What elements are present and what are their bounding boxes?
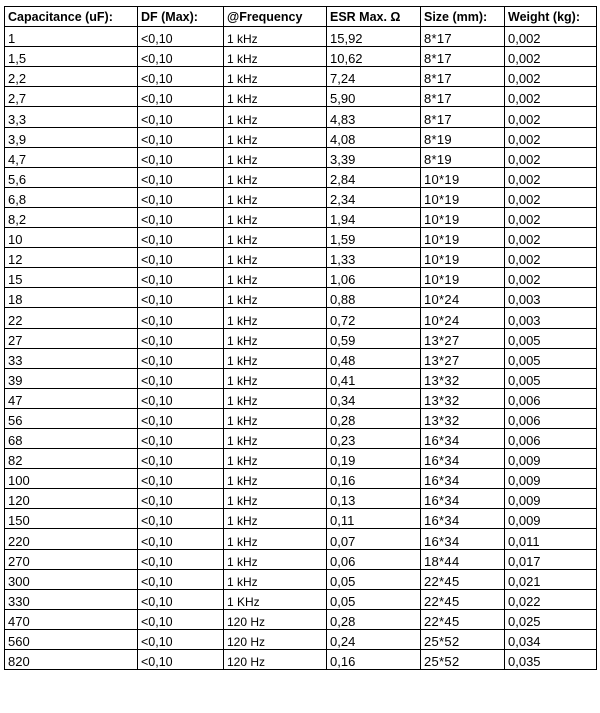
- header-df-max: DF (Max):: [138, 7, 224, 27]
- weight-cell: 0,005: [505, 328, 597, 348]
- esr-cell: 0,88: [327, 288, 421, 308]
- weight-cell: 0,002: [505, 167, 597, 187]
- table-row: [5, 27, 597, 47]
- size-cell: 18*44: [421, 549, 505, 569]
- df-cell: <0,10: [138, 650, 224, 670]
- frequency-cell: 1 KHz: [224, 589, 327, 609]
- size-cell: 13*32: [421, 368, 505, 388]
- capacitance-cell: 120: [5, 489, 138, 509]
- frequency-cell: 1 kHz: [224, 308, 327, 328]
- table-row: [5, 650, 597, 670]
- table-body: [5, 27, 597, 670]
- df-cell: <0,10: [138, 187, 224, 207]
- df-cell: <0,10: [138, 449, 224, 469]
- frequency-cell: 120 Hz: [224, 609, 327, 629]
- weight-cell: 0,009: [505, 449, 597, 469]
- esr-cell: 15,92: [327, 27, 421, 47]
- esr-cell: 0,07: [327, 529, 421, 549]
- frequency-cell: 1 kHz: [224, 529, 327, 549]
- weight-cell: 0,005: [505, 368, 597, 388]
- df-cell: <0,10: [138, 348, 224, 368]
- df-cell: <0,10: [138, 328, 224, 348]
- capacitance-cell: 27: [5, 328, 138, 348]
- table-row: [5, 629, 597, 649]
- esr-cell: 7,24: [327, 67, 421, 87]
- size-cell: 22*45: [421, 609, 505, 629]
- esr-cell: 0,16: [327, 469, 421, 489]
- esr-cell: 1,94: [327, 207, 421, 227]
- capacitance-cell: 150: [5, 509, 138, 529]
- capacitance-cell: 6,8: [5, 187, 138, 207]
- esr-cell: 0,48: [327, 348, 421, 368]
- frequency-cell: 1 kHz: [224, 47, 327, 67]
- size-cell: 8*17: [421, 107, 505, 127]
- weight-cell: 0,034: [505, 629, 597, 649]
- esr-cell: 4,08: [327, 127, 421, 147]
- table-row: [5, 609, 597, 629]
- table-row: [5, 449, 597, 469]
- size-cell: 13*27: [421, 328, 505, 348]
- df-cell: <0,10: [138, 107, 224, 127]
- df-cell: <0,10: [138, 207, 224, 227]
- weight-cell: 0,002: [505, 107, 597, 127]
- table-row: [5, 167, 597, 187]
- table-row: [5, 328, 597, 348]
- esr-cell: 0,23: [327, 428, 421, 448]
- df-cell: <0,10: [138, 629, 224, 649]
- df-cell: <0,10: [138, 529, 224, 549]
- esr-cell: 0,28: [327, 609, 421, 629]
- size-cell: 16*34: [421, 428, 505, 448]
- df-cell: <0,10: [138, 469, 224, 489]
- size-cell: 16*34: [421, 469, 505, 489]
- df-cell: <0,10: [138, 589, 224, 609]
- frequency-cell: 1 kHz: [224, 248, 327, 268]
- weight-cell: 0,002: [505, 187, 597, 207]
- frequency-cell: 1 kHz: [224, 87, 327, 107]
- capacitance-cell: 330: [5, 589, 138, 609]
- weight-cell: 0,006: [505, 388, 597, 408]
- size-cell: 10*19: [421, 187, 505, 207]
- frequency-cell: 1 kHz: [224, 127, 327, 147]
- frequency-cell: 1 kHz: [224, 147, 327, 167]
- table-row: [5, 388, 597, 408]
- esr-cell: 0,05: [327, 589, 421, 609]
- frequency-cell: 1 kHz: [224, 207, 327, 227]
- capacitance-cell: 18: [5, 288, 138, 308]
- capacitance-cell: 220: [5, 529, 138, 549]
- weight-cell: 0,002: [505, 207, 597, 227]
- capacitance-cell: 15: [5, 268, 138, 288]
- df-cell: <0,10: [138, 27, 224, 47]
- esr-cell: 0,11: [327, 509, 421, 529]
- table-row: [5, 127, 597, 147]
- df-cell: <0,10: [138, 268, 224, 288]
- esr-cell: 0,24: [327, 629, 421, 649]
- size-cell: 8*19: [421, 127, 505, 147]
- weight-cell: 0,002: [505, 67, 597, 87]
- frequency-cell: 1 kHz: [224, 428, 327, 448]
- df-cell: <0,10: [138, 167, 224, 187]
- table-row: [5, 87, 597, 107]
- df-cell: <0,10: [138, 47, 224, 67]
- size-cell: 22*45: [421, 589, 505, 609]
- esr-cell: 0,41: [327, 368, 421, 388]
- weight-cell: 0,006: [505, 428, 597, 448]
- table-row: [5, 489, 597, 509]
- df-cell: <0,10: [138, 388, 224, 408]
- df-cell: <0,10: [138, 368, 224, 388]
- df-cell: <0,10: [138, 127, 224, 147]
- frequency-cell: 1 kHz: [224, 449, 327, 469]
- df-cell: <0,10: [138, 228, 224, 248]
- weight-cell: 0,003: [505, 308, 597, 328]
- table-row: [5, 248, 597, 268]
- df-cell: <0,10: [138, 408, 224, 428]
- size-cell: 13*27: [421, 348, 505, 368]
- df-cell: <0,10: [138, 308, 224, 328]
- capacitance-cell: 820: [5, 650, 138, 670]
- capacitance-cell: 1: [5, 27, 138, 47]
- capacitance-cell: 2,7: [5, 87, 138, 107]
- capacitance-cell: 39: [5, 368, 138, 388]
- table-row: [5, 228, 597, 248]
- frequency-cell: 120 Hz: [224, 629, 327, 649]
- table-row: [5, 509, 597, 529]
- capacitance-cell: 47: [5, 388, 138, 408]
- header-frequency: @Frequency: [224, 7, 327, 27]
- size-cell: 8*17: [421, 67, 505, 87]
- capacitance-cell: 5,6: [5, 167, 138, 187]
- table-row: [5, 589, 597, 609]
- weight-cell: 0,009: [505, 489, 597, 509]
- esr-cell: 10,62: [327, 47, 421, 67]
- frequency-cell: 1 kHz: [224, 167, 327, 187]
- size-cell: 16*34: [421, 449, 505, 469]
- df-cell: <0,10: [138, 147, 224, 167]
- frequency-cell: 1 kHz: [224, 408, 327, 428]
- df-cell: <0,10: [138, 428, 224, 448]
- capacitance-cell: 68: [5, 428, 138, 448]
- size-cell: 8*17: [421, 27, 505, 47]
- frequency-cell: 1 kHz: [224, 268, 327, 288]
- capacitance-cell: 56: [5, 408, 138, 428]
- header-size: Size (mm):: [421, 7, 505, 27]
- size-cell: 13*32: [421, 388, 505, 408]
- esr-cell: 0,16: [327, 650, 421, 670]
- size-cell: 10*19: [421, 167, 505, 187]
- frequency-cell: 120 Hz: [224, 650, 327, 670]
- table-row: [5, 348, 597, 368]
- frequency-cell: 1 kHz: [224, 228, 327, 248]
- weight-cell: 0,002: [505, 27, 597, 47]
- frequency-cell: 1 kHz: [224, 187, 327, 207]
- frequency-cell: 1 kHz: [224, 549, 327, 569]
- weight-cell: 0,011: [505, 529, 597, 549]
- frequency-cell: 1 kHz: [224, 569, 327, 589]
- capacitor-spec-table: [4, 6, 597, 670]
- weight-cell: 0,002: [505, 268, 597, 288]
- size-cell: 10*19: [421, 207, 505, 227]
- table-row: [5, 428, 597, 448]
- frequency-cell: 1 kHz: [224, 67, 327, 87]
- capacitance-cell: 3,9: [5, 127, 138, 147]
- frequency-cell: 1 kHz: [224, 509, 327, 529]
- frequency-cell: 1 kHz: [224, 107, 327, 127]
- size-cell: 10*19: [421, 228, 505, 248]
- df-cell: <0,10: [138, 248, 224, 268]
- esr-cell: 3,39: [327, 147, 421, 167]
- size-cell: 10*19: [421, 248, 505, 268]
- esr-cell: 0,05: [327, 569, 421, 589]
- df-cell: <0,10: [138, 489, 224, 509]
- frequency-cell: 1 kHz: [224, 368, 327, 388]
- size-cell: 13*32: [421, 408, 505, 428]
- table-row: [5, 288, 597, 308]
- weight-cell: 0,022: [505, 589, 597, 609]
- weight-cell: 0,009: [505, 469, 597, 489]
- esr-cell: 0,72: [327, 308, 421, 328]
- frequency-cell: 1 kHz: [224, 348, 327, 368]
- size-cell: 8*19: [421, 147, 505, 167]
- size-cell: 8*17: [421, 47, 505, 67]
- capacitance-cell: 8,2: [5, 207, 138, 227]
- table-row: [5, 207, 597, 227]
- header-weight: Weight (kg):: [505, 7, 597, 27]
- size-cell: 16*34: [421, 509, 505, 529]
- table-row: [5, 549, 597, 569]
- header-capacitance: Capacitance (uF):: [5, 7, 138, 27]
- weight-cell: 0,025: [505, 609, 597, 629]
- weight-cell: 0,003: [505, 288, 597, 308]
- capacitance-cell: 33: [5, 348, 138, 368]
- table-row: [5, 569, 597, 589]
- weight-cell: 0,035: [505, 650, 597, 670]
- esr-cell: 1,59: [327, 228, 421, 248]
- capacitance-cell: 300: [5, 569, 138, 589]
- frequency-cell: 1 kHz: [224, 288, 327, 308]
- frequency-cell: 1 kHz: [224, 469, 327, 489]
- size-cell: 8*17: [421, 87, 505, 107]
- df-cell: <0,10: [138, 67, 224, 87]
- weight-cell: 0,002: [505, 228, 597, 248]
- capacitance-cell: 10: [5, 228, 138, 248]
- size-cell: 10*24: [421, 308, 505, 328]
- esr-cell: 0,13: [327, 489, 421, 509]
- weight-cell: 0,002: [505, 248, 597, 268]
- frequency-cell: 1 kHz: [224, 27, 327, 47]
- esr-cell: 1,06: [327, 268, 421, 288]
- frequency-cell: 1 kHz: [224, 388, 327, 408]
- table-row: [5, 187, 597, 207]
- esr-cell: 1,33: [327, 248, 421, 268]
- weight-cell: 0,002: [505, 87, 597, 107]
- df-cell: <0,10: [138, 87, 224, 107]
- table-row: [5, 529, 597, 549]
- capacitance-cell: 4,7: [5, 147, 138, 167]
- header-row: [5, 7, 597, 27]
- esr-cell: 4,83: [327, 107, 421, 127]
- weight-cell: 0,002: [505, 127, 597, 147]
- capacitance-cell: 560: [5, 629, 138, 649]
- esr-cell: 0,28: [327, 408, 421, 428]
- weight-cell: 0,002: [505, 47, 597, 67]
- capacitance-cell: 22: [5, 308, 138, 328]
- df-cell: <0,10: [138, 569, 224, 589]
- size-cell: 16*34: [421, 529, 505, 549]
- table-row: [5, 107, 597, 127]
- capacitance-cell: 3,3: [5, 107, 138, 127]
- size-cell: 16*34: [421, 489, 505, 509]
- table-row: [5, 308, 597, 328]
- table-row: [5, 268, 597, 288]
- table-row: [5, 469, 597, 489]
- esr-cell: 0,59: [327, 328, 421, 348]
- esr-cell: 0,34: [327, 388, 421, 408]
- capacitance-cell: 100: [5, 469, 138, 489]
- df-cell: <0,10: [138, 288, 224, 308]
- size-cell: 25*52: [421, 629, 505, 649]
- weight-cell: 0,002: [505, 147, 597, 167]
- table-row: [5, 408, 597, 428]
- size-cell: 10*19: [421, 268, 505, 288]
- weight-cell: 0,017: [505, 549, 597, 569]
- esr-cell: 5,90: [327, 87, 421, 107]
- capacitance-cell: 270: [5, 549, 138, 569]
- size-cell: 22*45: [421, 569, 505, 589]
- capacitance-cell: 2,2: [5, 67, 138, 87]
- table-row: [5, 47, 597, 67]
- frequency-cell: 1 kHz: [224, 328, 327, 348]
- esr-cell: 0,06: [327, 549, 421, 569]
- capacitance-cell: 1,5: [5, 47, 138, 67]
- df-cell: <0,10: [138, 609, 224, 629]
- frequency-cell: 1 kHz: [224, 489, 327, 509]
- df-cell: <0,10: [138, 509, 224, 529]
- size-cell: 10*24: [421, 288, 505, 308]
- size-cell: 25*52: [421, 650, 505, 670]
- header-esr-max: ESR Max. Ω: [327, 7, 421, 27]
- esr-cell: 0,19: [327, 449, 421, 469]
- weight-cell: 0,005: [505, 348, 597, 368]
- df-cell: <0,10: [138, 549, 224, 569]
- table-row: [5, 67, 597, 87]
- capacitance-cell: 470: [5, 609, 138, 629]
- capacitance-cell: 82: [5, 449, 138, 469]
- esr-cell: 2,34: [327, 187, 421, 207]
- table-row: [5, 147, 597, 167]
- esr-cell: 2,84: [327, 167, 421, 187]
- table-row: [5, 368, 597, 388]
- weight-cell: 0,006: [505, 408, 597, 428]
- capacitance-cell: 12: [5, 248, 138, 268]
- weight-cell: 0,021: [505, 569, 597, 589]
- weight-cell: 0,009: [505, 509, 597, 529]
